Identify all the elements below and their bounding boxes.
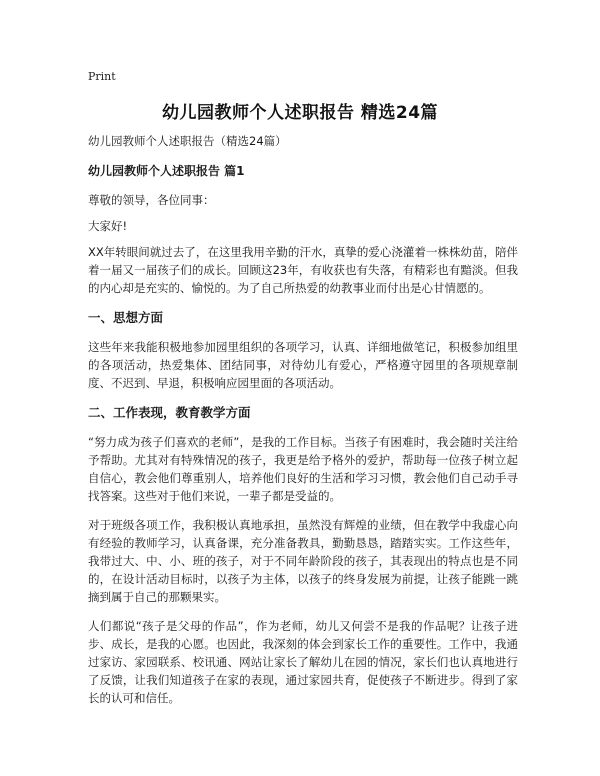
document-subtitle: 幼儿园教师个人述职报告（精选24篇）: [88, 134, 287, 148]
paragraph-intro: XX年转眼间就过去了，在这里我用辛勤的汗水，真挚的爱心浇灌着一株株幼苗，陪伴着一届又一届孩子们的成长。回顾这23年，有收获也有失落，有精彩也有黯淡。但我的内心却是充实的、愉悦的。为了自己所热爱的幼教事业而付出是心甘情愿的。: [88, 245, 518, 295]
section-heading: 幼儿园教师个人述职报告 篇1: [88, 164, 245, 178]
paragraph-work-1: “努力成为孩子们喜欢的老师”，是我的工作目标。当孩子有困难时，我会随时关注给予帮助。尤其对有特殊情况的孩子，我更是给予格外的爱护，帮助每一位孩子树立起自信心，教会他们尊重别人，培养他们良好的生活和学习习惯，教会他们自己动手寻找答案。这些对于他们来说，一辈子都是受益的。: [88, 435, 518, 503]
heading-thoughts: 一、思想方面: [88, 310, 164, 325]
paragraph-thoughts: 这些年来我能积极地参加园里组织的各项学习，认真、详细地做笔记，积极参加组里的各项活动，热爱集体、团结同事，对待幼儿有爱心，严格遵守园里的各项规章制度、不迟到、早退，积极响应园里面的各项活动。: [88, 340, 518, 390]
paragraph-work-2: 对于班级各项工作，我积极认真地承担，虽然没有辉煌的业绩，但在教学中我虚心向有经验的教师学习，认真备课，充分准备教具，勤勤恳恳，踏踏实实。工作这些年，我带过大、中、小、班的孩子，对于不同年龄阶段的孩子，其表现出的特点也是不同的，在设计活动目标时，以孩子为主体，以孩子的终身发展为前提，让孩子能跳一跳摘到属于自己的那颗果实。: [88, 518, 518, 604]
salute-text: 大家好!: [88, 219, 128, 233]
greeting-text: 尊敬的领导，各位同事：: [88, 193, 215, 207]
print-label[interactable]: Print: [88, 70, 116, 83]
paragraph-work-3: 人们都说“孩子是父母的作品”，作为老师，幼儿又何尝不是我的作品呢？让孩子进步、成长，是我的心愿。也因此，我深刻的体会到家长工作的重要性。工作中，我通过家访、家园联系、校讯通、网站让家长了解幼儿在园的情况，家长们也认真地进行了反馈，让我们知道孩子在家的表现，通过家园共育，促使孩子不断进步。得到了家长的认可和信任。: [88, 619, 518, 705]
heading-work: 二、工作表现，教育教学方面: [88, 405, 251, 420]
page-title: 幼儿园教师个人述职报告 精选24篇: [161, 103, 439, 123]
document-body: [88, 132, 518, 718]
